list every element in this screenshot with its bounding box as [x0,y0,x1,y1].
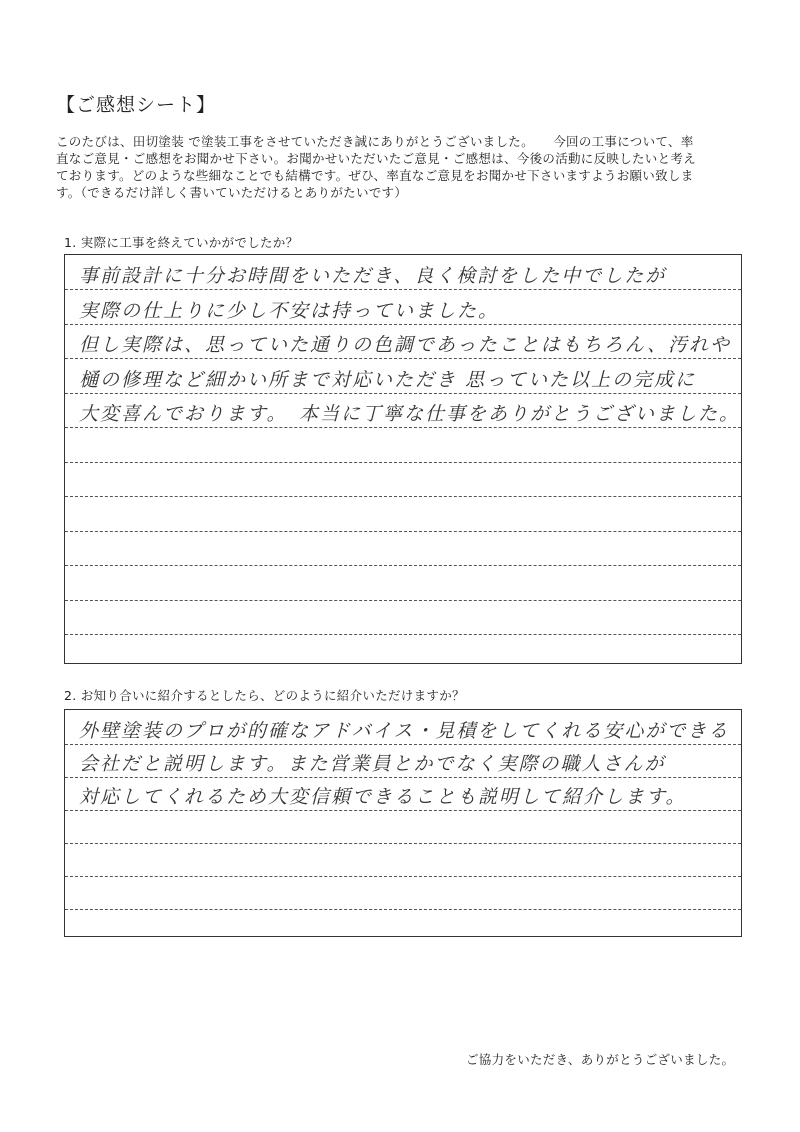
handwritten-answer-line: 会社だと説明します。また営業員とかでなく実際の職人さんが [79,753,666,775]
ruled-line [65,600,741,601]
intro-text: このたびは、田切塗装 で塗装工事をさせていただき誠にありがとうございました。 今回の工事について、率 直なご意見・ご感想をお聞かせ下さい。お聞かせいただいたご意見・ご感想は、今後の活動に反映したいと考え ております。どのような些細なことでも結構です。ぜひ、率直なご意見をお聞かせ下さいますようお願い致しま す。（できるだけ詳しく書いていただけるとありがたいです） [56,134,697,200]
page-title: 【ご感想シート】 [56,94,217,116]
answer-box-1 [64,254,742,664]
ruled-line [65,634,741,635]
handwritten-answer-line: 大変喜んでおります。 本当に丁寧な仕事をありがとうございました。 [79,403,740,425]
ruled-line [65,462,741,463]
ruled-line [65,876,741,877]
ruled-line [65,744,741,745]
ruled-line [65,843,741,844]
question-1-label: 1. 実際に工事を終えていかがでしたか？ [64,235,299,250]
closing-message: ご協力をいただき、ありがとうございました。 [466,1052,735,1067]
handwritten-answer-line: 外壁塗装のプロが的確なアドバイス・見積をしてくれる安心ができる [79,720,730,742]
ruled-line [65,909,741,910]
handwritten-answer-line: 但し実際は、思っていた通りの色調であったことはもちろん、汚れや [79,334,731,356]
ruled-line [65,531,741,532]
ruled-line [65,324,741,325]
ruled-line [65,427,741,428]
handwritten-answer-line: 事前設計に十分お時間をいただき、良く検討をした中でしたが [79,265,667,287]
ruled-line [65,393,741,394]
ruled-line [65,358,741,359]
handwritten-answer-line: 樋の修理など細かい所まで対応いただき 思っていた以上の完成に [79,368,697,391]
answer-box-2 [64,709,742,937]
question-2-label: 2. お知り合いに紹介するとしたら、どのように紹介いただけますか？ [64,688,465,703]
handwritten-answer-line: 実際の仕上りに少し不安は持っていました。 [79,299,500,322]
ruled-line [65,810,741,811]
ruled-line [65,777,741,778]
ruled-line [65,565,741,566]
handwritten-answer-line: 対応してくれるため大変信頼できることも説明して紹介します。 [79,786,687,808]
ruled-line [65,496,741,497]
ruled-line [65,289,741,290]
